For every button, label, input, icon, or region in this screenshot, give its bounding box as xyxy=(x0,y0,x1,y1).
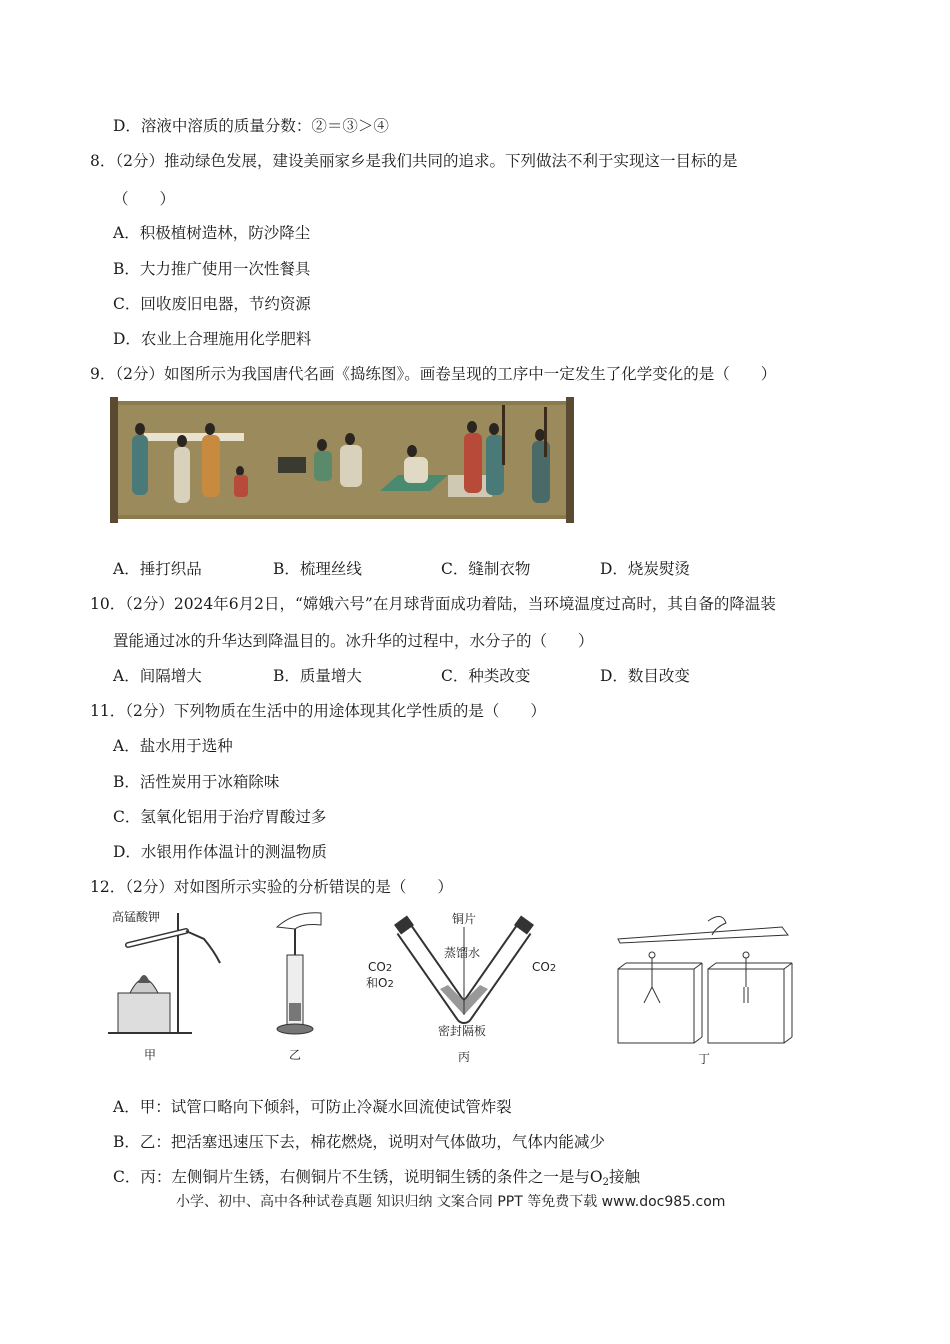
q11-option-d: D．水银用作体温计的测温物质 xyxy=(113,843,327,861)
q12-option-a: A．甲：试管口略向下倾斜，可防止冷凝水回流使试管炸裂 xyxy=(113,1098,512,1116)
q11-stem: 11．（2分）下列物质在生活中的用途体现其化学性质的是（ ） xyxy=(90,702,546,720)
q8-option-b: B．大力推广使用一次性餐具 xyxy=(113,260,311,278)
footer-ad: 小学、初中、高中各种试卷真题 知识归纳 文案合同 PPT 等免费下载 www.doc985.com xyxy=(176,1194,726,1210)
q8-paren: （ ） xyxy=(113,190,176,208)
q8-option-a: A．积极植树造林，防沙降尘 xyxy=(113,224,311,242)
q10-option-a: A．间隔增大 xyxy=(113,667,202,685)
q10-option-d: D．数目改变 xyxy=(600,667,690,685)
q12-option-b: B．乙：把活塞迅速压下去，棉花燃烧，说明对气体做功，气体内能减少 xyxy=(113,1133,605,1151)
q11-option-c: C．氢氧化铝用于治疗胃酸过多 xyxy=(113,808,327,826)
figure-bing-copper-rust xyxy=(364,905,568,1070)
svg-text:和O2: 和O2 xyxy=(366,976,394,990)
q9-stem: 9．（2分）如图所示为我国唐代名画《捣练图》。画卷呈现的工序中一定发生了化学变化的是（ ） xyxy=(90,365,777,383)
label-water: 蒸馏水 xyxy=(444,946,481,960)
label-seal: 密封隔板 xyxy=(438,1024,487,1038)
scroll-roller-right xyxy=(566,397,574,523)
label-kmno4: 高锰酸钾 xyxy=(112,910,161,924)
label-copper: 铜片 xyxy=(452,912,477,926)
q9-option-d: D．烧炭熨烫 xyxy=(600,560,690,578)
q9-option-a: A．捶打织品 xyxy=(113,560,202,578)
q10-stem-line1: 10．（2分）2024年6月2日，“嫦娥六号”在月球背面成功着陆，当环境温度过高时，其自备的降温装 xyxy=(90,595,776,613)
q8-stem: 8．（2分）推动绿色发展，建设美丽家乡是我们共同的追求。下列做法不利于实现这一目标的是 xyxy=(90,152,738,170)
q10-stem-line2: 置能通过冰的升华达到降温目的。冰升华的过程中，水分子的（ ） xyxy=(113,632,594,650)
label-jia: 甲 xyxy=(144,1048,157,1062)
scroll-roller-left xyxy=(110,397,118,523)
q12-option-c: C．丙：左侧铜片生锈，右侧铜片不生锈，说明铜生锈的条件之一是与$O_2$接触 xyxy=(113,1168,640,1188)
figure-ding-rods xyxy=(612,905,796,1070)
q10-option-b: B．质量增大 xyxy=(273,667,362,685)
q9-option-b: B．梳理丝线 xyxy=(273,560,362,578)
q11-option-b: B．活性炭用于冰箱除味 xyxy=(113,773,280,791)
figure-yi-piston xyxy=(265,905,335,1065)
label-bing: 丙 xyxy=(458,1050,471,1064)
figure-jia-kmno4-heating xyxy=(108,905,228,1065)
label-ding: 丁 xyxy=(698,1052,711,1066)
q7-option-d: D．溶液中溶质的质量分数：②＝③＞④ xyxy=(113,117,389,135)
q12-stem: 12．（2分）对如图所示实验的分析错误的是（ ） xyxy=(90,878,453,896)
q9-option-c: C．缝制衣物 xyxy=(441,560,531,578)
svg-text:CO2: CO2 xyxy=(532,960,557,974)
dao-lian-painting xyxy=(110,395,574,525)
label-yi: 乙 xyxy=(289,1048,302,1062)
q11-option-a: A．盐水用于选种 xyxy=(113,737,233,755)
svg-text:CO2: CO2 xyxy=(368,960,393,974)
q8-option-d: D．农业上合理施用化学肥料 xyxy=(113,330,312,348)
q8-option-c: C．回收废旧电器，节约资源 xyxy=(113,295,311,313)
q10-option-c: C．种类改变 xyxy=(441,667,531,685)
